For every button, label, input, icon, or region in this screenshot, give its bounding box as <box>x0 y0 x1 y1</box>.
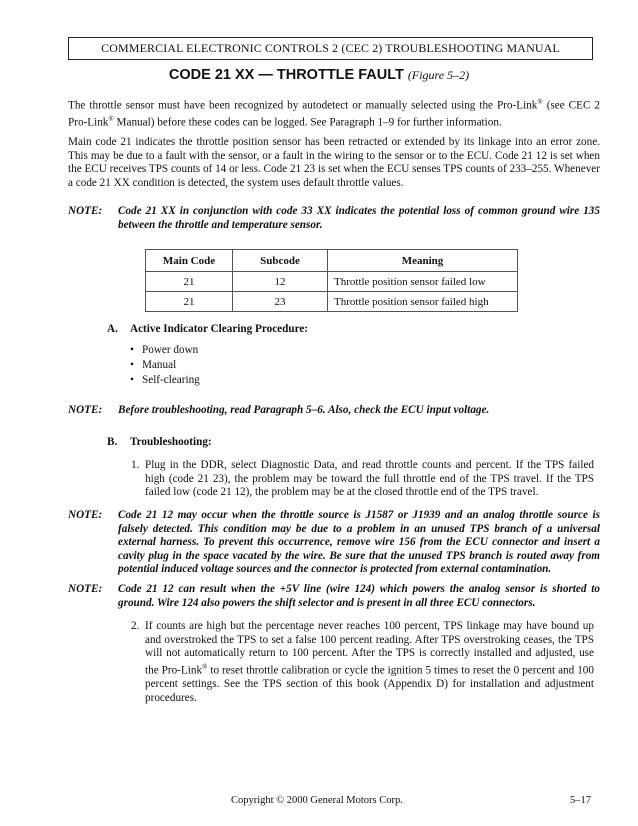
table-row <box>146 272 518 292</box>
troubleshooting-step-1: 1. Plug in the DDR, select Diagnostic Data, and read throttle counts and percent. If the TPS failed high (code 21 23), the problem may be toward the full throttle end of the TPS travel. If the TPS failed low (code 21 12), the problem may be at the closed throttle end of the TPS travel. <box>131 459 594 499</box>
page-number: 5–17 <box>570 795 591 806</box>
copyright: Copyright © 2000 General Motors Corp. <box>231 795 403 806</box>
meaning-cell: Throttle position sensor failed low <box>328 272 518 292</box>
note-label: NOTE: <box>68 404 103 416</box>
note-label: NOTE: <box>68 205 103 217</box>
subcode-cell: 12 <box>233 272 328 292</box>
table-row <box>146 292 518 312</box>
note-read-paragraph <box>68 404 600 418</box>
list-item: • Manual <box>130 358 200 373</box>
manual-header: COMMERCIAL ELECTRONIC CONTROLS 2 (CEC 2) TROUBLESHOOTING MANUAL <box>68 37 593 60</box>
subcode-cell: 23 <box>233 292 328 312</box>
figure-reference: (Figure 5–2) <box>407 68 470 82</box>
section-b-heading: B. Troubleshooting: <box>107 436 212 448</box>
code-title: CODE 21 XX — THROTTLE FAULT <box>168 67 404 83</box>
note-5v-line <box>68 583 600 610</box>
code-table <box>145 249 518 312</box>
intro-paragraph-1: The throttle sensor must have been recognized by autodetect or manually selected using the Pro-Link® (see CEC 2 Pro-Link® Manual) before these codes can be logged. See Paragraph 1–9 for further information. <box>68 98 600 130</box>
troubleshooting-step-2: 2. If counts are high but the percentage never reaches 100 percent, TPS linkage may have bound up and overstroked the TPS to set a false 100 percent reading. After TPS overstroking ceases, the TPS will not automatically return to 100 percent. After the TPS is correctly installed and adjusted, use the Pro-Link® to reset throttle calibration or cycle the ignition 5 times to reset the 0 percent and 100 percent settings. See the TPS section of this book (Appendix D) for installation and adjustment procedures. <box>131 620 594 704</box>
intro-paragraph-2: Main code 21 indicates the throttle position sensor has been retracted or extended by its linkage into an error zone. This may be due to a fault with the sensor, or a fault in the wiring to the sensor or to the ECU. Code 21 12 is set when the ECU receives TPS counts of 14 or less. Code 21 23 is set when the ECU senses TPS counts of 233–255. Whenever a code 21 XX condition is detected, the system uses default throttle values. <box>68 136 600 189</box>
note-text: Before troubleshooting, read Paragraph 5–6. Also, check the ECU input voltage. <box>118 404 490 416</box>
note-label: NOTE: <box>68 583 103 595</box>
list-item: • Power down <box>130 343 200 358</box>
note-ground-wire <box>68 205 600 232</box>
note-text: Code 21 XX in conjunction with code 33 XX indicates the potential loss of common ground wire 135 between the throttle and temperature sensor. <box>118 205 600 231</box>
meaning-cell: Throttle position sensor failed high <box>328 292 518 312</box>
note-text: Code 21 12 can result when the +5V line (wire 124) which powers the analog sensor is shorted to ground. Wire 124 also powers the shift selector and is present in all three ECU connectors. <box>118 583 600 609</box>
note-text: Code 21 12 may occur when the throttle source is J1587 or J1939 and an analog throttle source is falsely detected. This condition may be due to a problem in an unused TPS branch of a universal external harness. To prevent this occurrence, remove wire 156 from the ECU connector and insert a cavity plug in the space vacated by the wire. Be sure that the unused TPS branch is routed away from potential induced voltage sources and the connector is protected from external contamination. <box>118 509 600 576</box>
main-code-cell: 21 <box>146 272 233 292</box>
note-j1587-j1939 <box>68 509 600 577</box>
column-header: Meaning <box>328 250 518 272</box>
column-header: Main Code <box>146 250 233 272</box>
page-title <box>0 66 638 84</box>
section-a-heading: A. Active Indicator Clearing Procedure: <box>107 323 309 335</box>
column-header: Subcode <box>233 250 328 272</box>
main-code-cell: 21 <box>146 292 233 312</box>
clearing-procedure-list <box>130 343 200 388</box>
table-header-row <box>146 250 518 272</box>
note-label: NOTE: <box>68 509 103 521</box>
list-item: • Self-clearing <box>130 373 200 388</box>
